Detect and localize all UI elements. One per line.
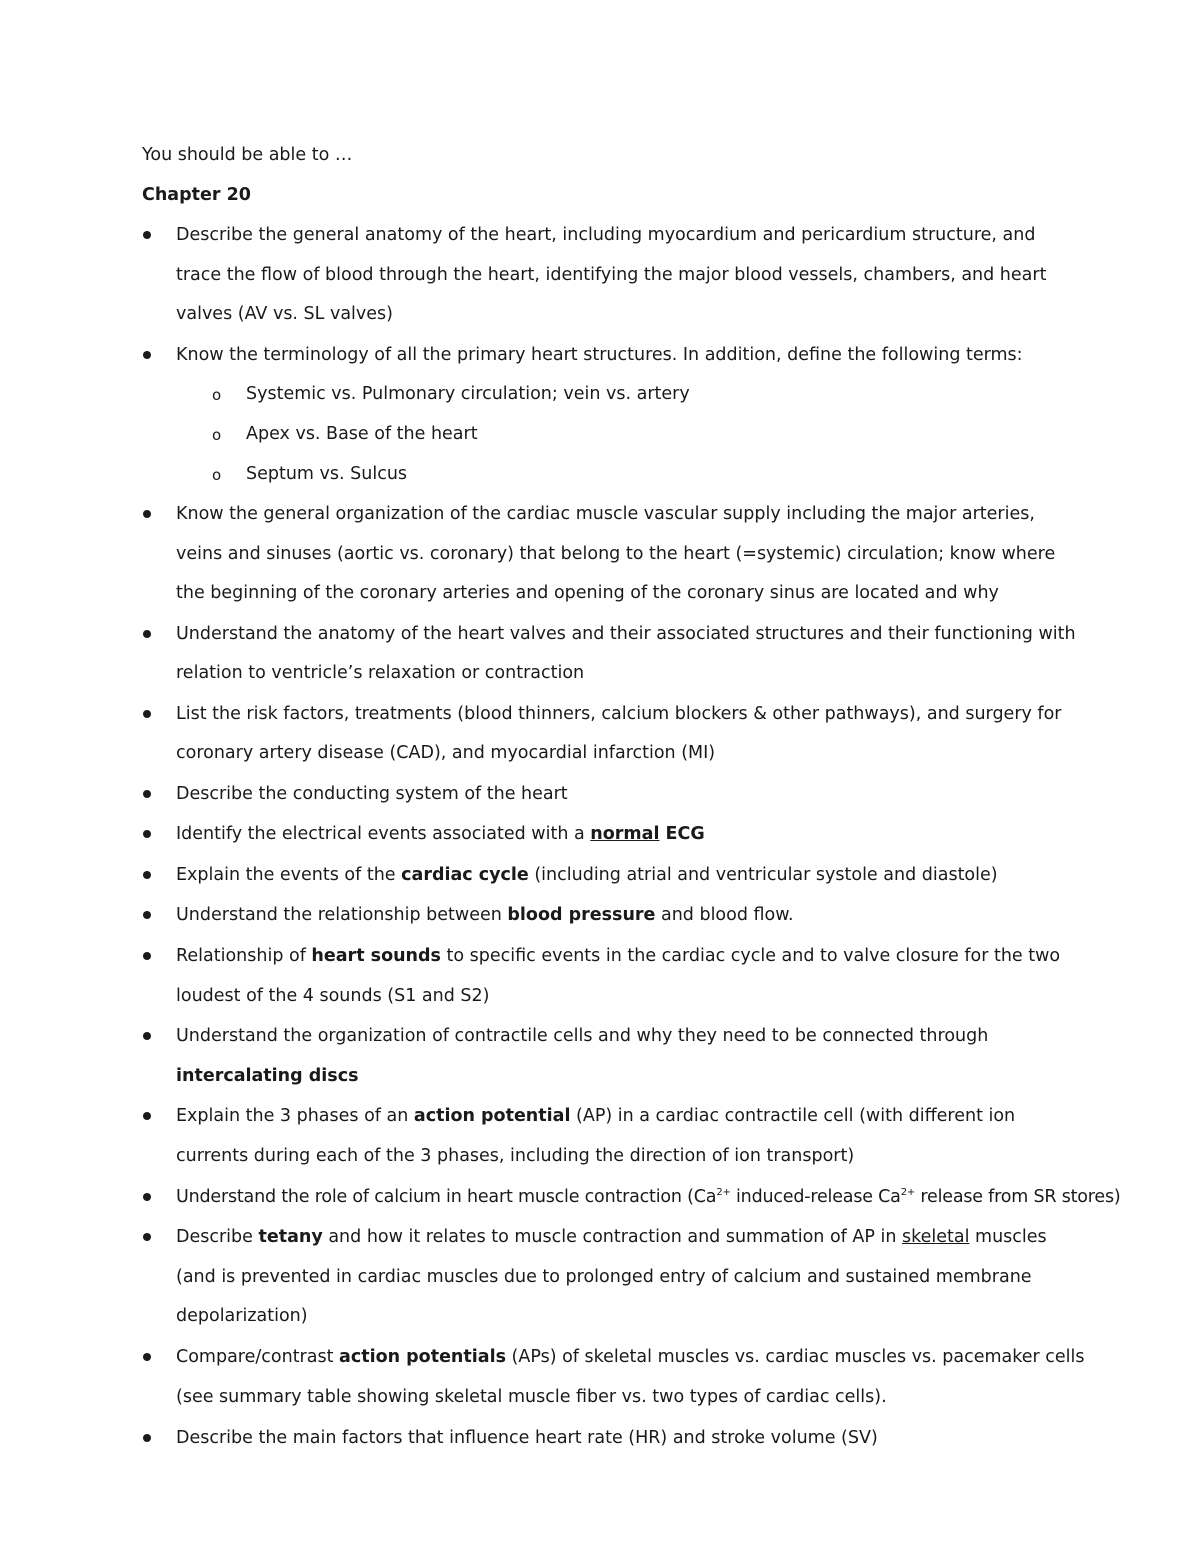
list-item-text: Compare/contrast action potentials (APs) of skeletal muscles vs. cardiac muscles vs. pacemaker cells	[176, 1347, 1085, 1367]
list-item-text: Explain the 3 phases of an action potential (AP) in a cardiac contractile cell (with different ion	[176, 1106, 1016, 1126]
list-item-text: Understand the organization of contractile cells and why they need to be connected through	[176, 1026, 989, 1046]
bullet-icon	[143, 1112, 151, 1120]
sub-list-item: Apex vs. Base of the heart	[246, 424, 478, 444]
bullet-icon	[143, 830, 151, 838]
list-item-text: Understand the anatomy of the heart valves and their associated structures and their functioning with	[176, 624, 1076, 644]
list-item-text: Relationship of heart sounds to specific events in the cardiac cycle and to valve closure for the two	[176, 946, 1061, 966]
list-item-text: Describe tetany and how it relates to muscle contraction and summation of AP in skeletal muscles	[176, 1227, 1047, 1247]
list-item-text: Know the general organization of the cardiac muscle vascular supply including the major arteries,	[176, 504, 1035, 524]
list-item-text: Understand the role of calcium in heart muscle contraction ($Ca^{2+}$ induced-release $Ca^{2+}$ release from SR stores)	[176, 1187, 1121, 1207]
list-item-text: currents during each of the 3 phases, including the direction of ion transport)	[176, 1146, 855, 1166]
bullet-icon	[143, 1233, 151, 1241]
list-item-text: (and is prevented in cardiac muscles due to prolonged entry of calcium and sustained membrane	[176, 1267, 1032, 1287]
list-item-text: Know the terminology of all the primary heart structures. In addition, define the following terms:	[176, 345, 1023, 365]
list-item-text: (see summary table showing skeletal muscle fiber vs. two types of cardiac cells).	[176, 1387, 887, 1407]
bullet-icon	[143, 911, 151, 919]
list-item-text: intercalating discs	[176, 1066, 359, 1086]
bullet-icon	[143, 231, 151, 239]
emphasis-normal: normal	[590, 824, 660, 844]
bullet-icon	[143, 351, 151, 359]
list-item-text: Understand the relationship between blood pressure and blood flow.	[176, 905, 794, 925]
bullet-icon	[143, 630, 151, 638]
chapter-heading: Chapter 20	[142, 185, 251, 205]
list-item-text: Describe the main factors that influence heart rate (HR) and stroke volume (SV)	[176, 1428, 878, 1448]
list-item-text: valves (AV vs. SL valves)	[176, 304, 393, 324]
bullet-icon	[143, 952, 151, 960]
bullet-icon	[143, 1193, 151, 1201]
list-item-text: trace the flow of blood through the heart, identifying the major blood vessels, chambers, and heart	[176, 265, 1047, 285]
list-item-text: Describe the conducting system of the heart	[176, 784, 568, 804]
intro-text: You should be able to …	[142, 145, 353, 165]
list-item-text: Explain the events of the cardiac cycle (including atrial and ventricular systole and diastole)	[176, 865, 998, 885]
list-item-text: relation to ventricle’s relaxation or contraction	[176, 663, 585, 683]
bullet-icon	[143, 1032, 151, 1040]
sub-bullet-marker: o	[212, 466, 222, 484]
sub-bullet-marker: o	[212, 386, 222, 404]
list-item-text: veins and sinuses (aortic vs. coronary) that belong to the heart (=systemic) circulation; know where	[176, 544, 1056, 564]
list-item-text: depolarization)	[176, 1306, 308, 1326]
list-item-text: the beginning of the coronary arteries and opening of the coronary sinus are located and why	[176, 583, 999, 603]
sub-list-item: Systemic vs. Pulmonary circulation; vein vs. artery	[246, 384, 690, 404]
list-item-text: loudest of the 4 sounds (S1 and S2)	[176, 986, 490, 1006]
bullet-icon	[143, 871, 151, 879]
bullet-icon	[143, 1353, 151, 1361]
list-item-text: Identify the electrical events associated with a normal ECG	[176, 824, 705, 844]
bullet-icon	[143, 790, 151, 798]
list-item-text: List the risk factors, treatments (blood thinners, calcium blockers & other pathways), and surgery for	[176, 704, 1062, 724]
list-item-text: coronary artery disease (CAD), and myocardial infarction (MI)	[176, 743, 716, 763]
bullet-icon	[143, 1434, 151, 1442]
bullet-icon	[143, 710, 151, 718]
bullet-icon	[143, 510, 151, 518]
sub-list-item: Septum vs. Sulcus	[246, 464, 408, 484]
list-item-text: Describe the general anatomy of the heart, including myocardium and pericardium structure, and	[176, 225, 1036, 245]
sub-bullet-marker: o	[212, 426, 222, 444]
